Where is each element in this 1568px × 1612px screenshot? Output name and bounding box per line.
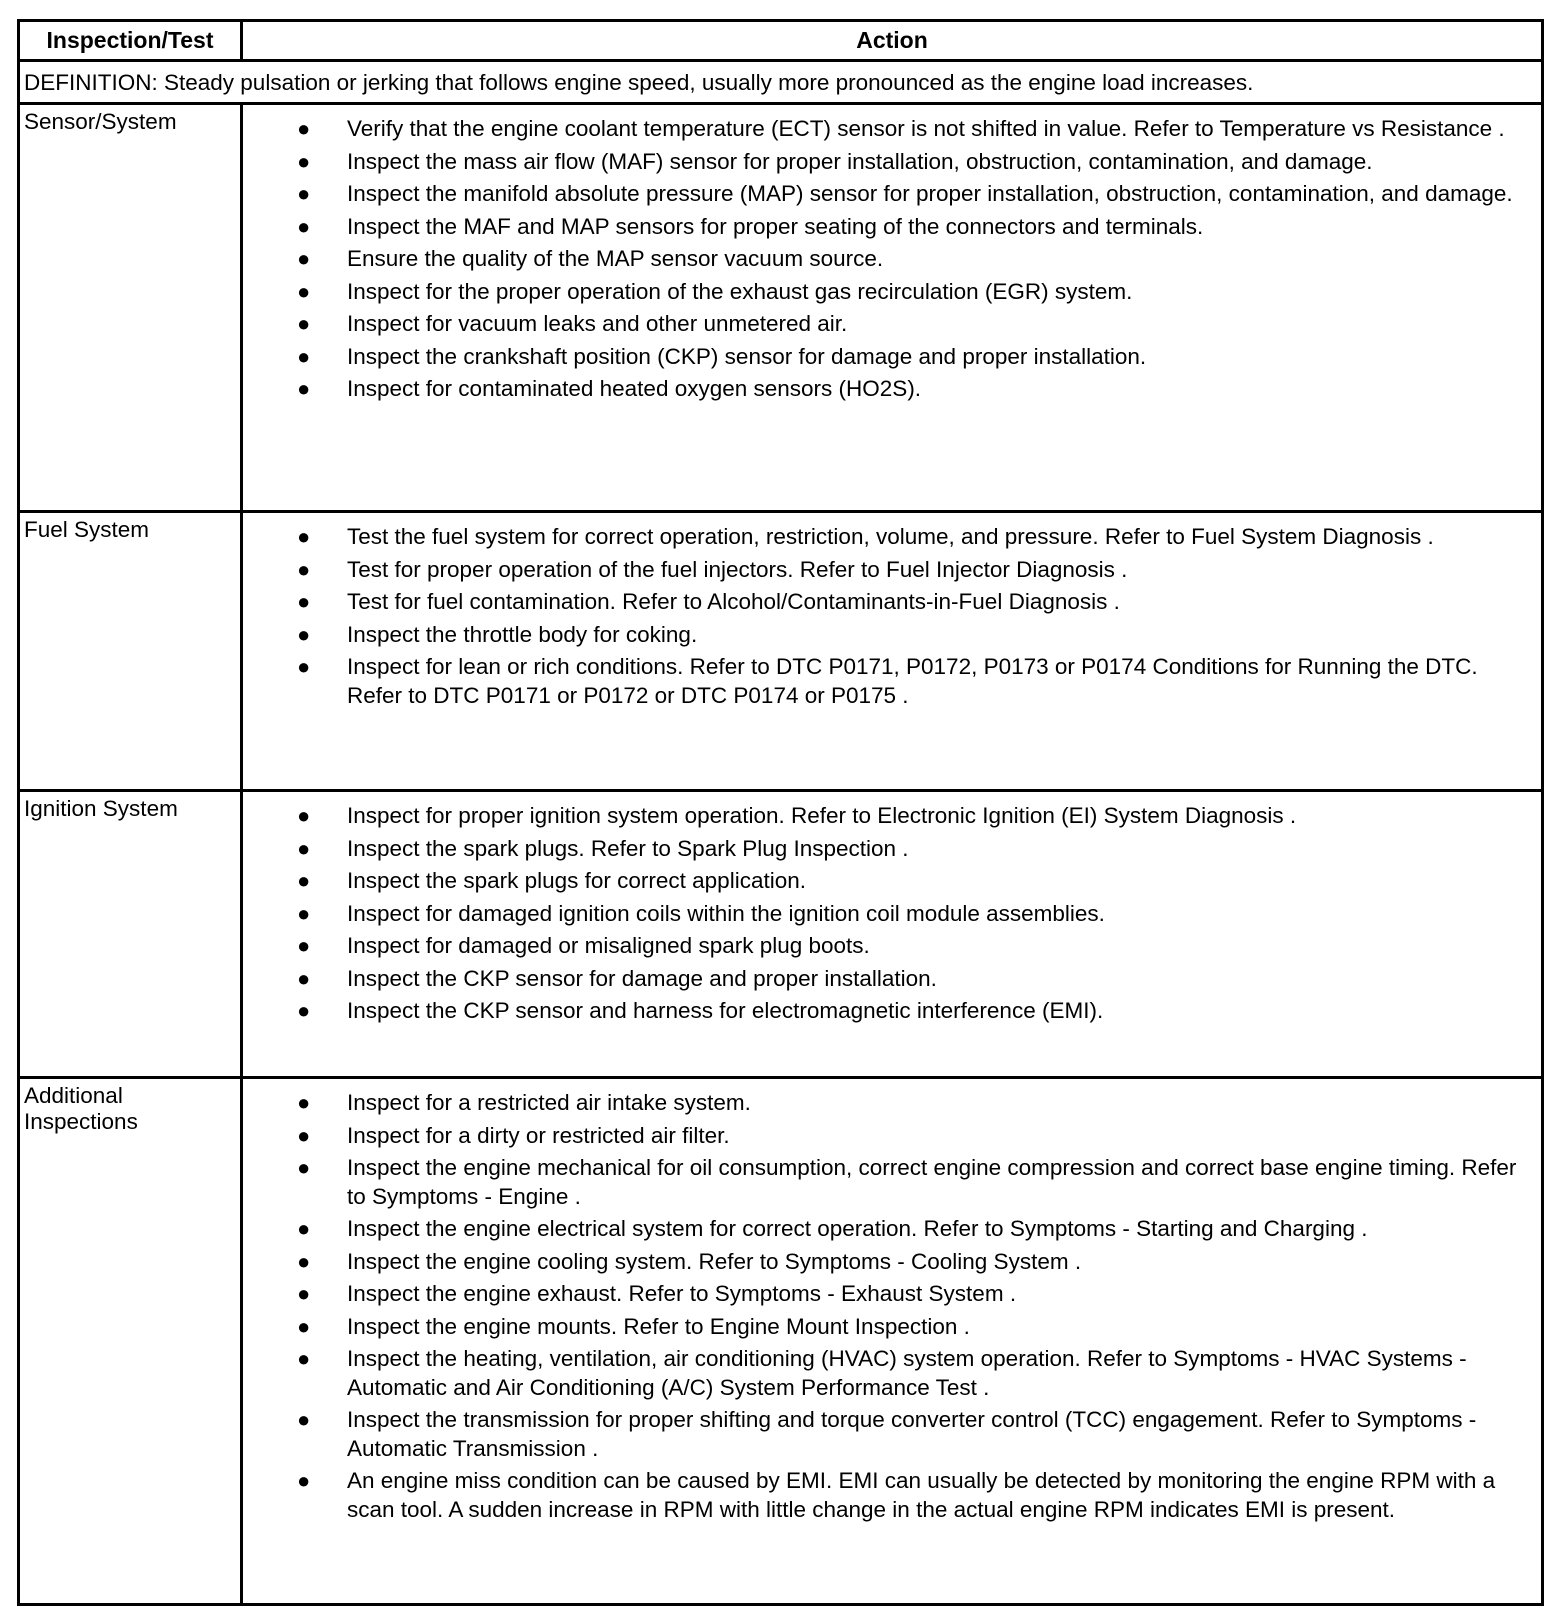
bullet-icon: ● [297,311,311,336]
bullet-icon: ● [297,1155,311,1180]
list-item-text: Inspect the manifold absolute pressure (MAP) sensor for proper installation, obstruction, contamination, and damage. [347,181,1513,206]
list-item-text: Inspect for a restricted air intake system. [347,1090,751,1115]
bullet-icon: ● [297,556,311,582]
list-item-text: Inspect for damaged or misaligned spark plug boots. [347,933,870,958]
list-item-text: Test for proper operation of the fuel injectors. Refer to Fuel Injector Diagnosis . [347,556,1128,582]
list-item [243,278,1519,307]
bullet-icon: ● [297,246,311,271]
list-item-text: Inspect the engine exhaust. Refer to Symptoms - Exhaust System . [347,1281,1017,1306]
list-item [243,835,1519,864]
action-list [243,1089,1519,1524]
list-item [243,1313,1519,1342]
bullet-icon: ● [297,900,311,926]
list-item-text: Inspect the engine mounts. Refer to Engine Mount Inspection . [347,1313,970,1339]
list-item-text: Inspect the CKP sensor for damage and proper installation. [347,965,937,991]
bullet-icon: ● [297,213,311,239]
bullet-icon: ● [297,1468,311,1493]
list-item-text: Inspect the engine mechanical for oil consumption, correct engine compression and correct base engine timing. Refer to Symptoms - Engine . [347,1155,1517,1209]
list-item [243,621,1519,650]
action-list [243,802,1519,1026]
list-item-text: Inspect the transmission for proper shifting and torque converter control (TCC) engagement. Refer to Symptoms - Automatic Transmission . [347,1407,1477,1461]
bullet-icon: ● [297,343,311,369]
list-item [243,245,1519,274]
list-item [243,310,1519,339]
row-label: Sensor/System [19,104,242,512]
action-list [243,115,1519,404]
bullet-icon: ● [297,1281,311,1306]
list-item-text: Inspect the engine cooling system. Refer to Symptoms - Cooling System . [347,1248,1082,1274]
list-item-text: Inspect the crankshaft position (CKP) sensor for damage and proper installation. [347,343,1147,369]
list-item-text: Inspect the spark plugs for correct application. [347,868,806,893]
list-item [243,965,1519,994]
list-item [243,1345,1519,1402]
list-item-text: Inspect for vacuum leaks and other unmetered air. [347,311,848,336]
list-item-text: Inspect the heating, ventilation, air conditioning (HVAC) system operation. Refer to Symptoms - HVAC Systems - Automatic and Air Conditioning (A/C) System Performance Test . [347,1346,1467,1400]
list-item-text: Inspect the CKP sensor and harness for electromagnetic interference (EMI). [347,998,1104,1023]
list-item [243,1406,1519,1463]
bullet-icon: ● [297,965,311,991]
bullet-icon: ● [297,1248,311,1274]
list-item-text: Test for fuel contamination. Refer to Alcohol/Contaminants-in-Fuel Diagnosis . [347,589,1120,614]
table-row-sensor-system [19,104,1543,512]
table-row-fuel-system [19,512,1543,791]
list-item-text: Inspect for lean or rich conditions. Refer to DTC P0171, P0172, P0173 or P0174 Conditions for Running the DTC. Refer to DTC P0171 or P0172 or DTC P0174 or P0175 . [347,654,1478,708]
list-item [243,1248,1519,1277]
row-actions [242,1078,1543,1605]
list-item [243,115,1519,144]
list-item [243,588,1519,617]
list-item-text: Inspect for proper ignition system operation. Refer to Electronic Ignition (EI) System Diagnosis . [347,803,1297,828]
bullet-icon: ● [297,1407,311,1432]
list-item [243,1122,1519,1151]
definition-text: DEFINITION: Steady pulsation or jerking that follows engine speed, usually more pronounced as the engine load increases. [19,61,1543,104]
list-item [243,1154,1519,1211]
list-item-text: Inspect for the proper operation of the exhaust gas recirculation (EGR) system. [347,278,1133,304]
list-item-text: Inspect for a dirty or restricted air filter. [347,1122,730,1148]
bullet-icon: ● [297,1313,311,1339]
row-actions [242,104,1543,512]
bullet-icon: ● [297,148,311,174]
list-item-text: Inspect the engine electrical system for correct operation. Refer to Symptoms - Starting and Charging . [347,1216,1368,1241]
bullet-icon: ● [297,181,311,206]
column-header-inspection: Inspection/Test [19,21,242,61]
definition-row [19,61,1543,104]
list-item [243,900,1519,929]
list-item-text: Inspect for contaminated heated oxygen sensors (HO2S). [347,376,922,401]
bullet-icon: ● [297,835,311,861]
diagnostic-table [17,19,1544,1606]
list-item [243,653,1519,710]
bullet-icon: ● [297,868,311,893]
bullet-icon: ● [297,998,311,1023]
row-label: Additional Inspections [19,1078,242,1605]
bullet-icon: ● [297,116,311,141]
list-item [243,213,1519,242]
bullet-icon: ● [297,1090,311,1115]
list-item [243,1280,1519,1309]
list-item [243,1089,1519,1118]
list-item-text: Verify that the engine coolant temperature (ECT) sensor is not shifted in value. Refer to Temperature vs Resistance . [347,116,1505,141]
list-item-text: Inspect the throttle body for coking. [347,621,698,647]
list-item-text: Inspect for damaged ignition coils within the ignition coil module assemblies. [347,900,1105,926]
row-actions [242,512,1543,791]
list-item-text: Inspect the spark plugs. Refer to Spark Plug Inspection . [347,835,909,861]
list-item [243,343,1519,372]
bullet-icon: ● [297,524,311,549]
list-item [243,867,1519,896]
list-item [243,1215,1519,1244]
header-row [19,21,1543,61]
row-actions [242,791,1543,1078]
row-label: Fuel System [19,512,242,791]
bullet-icon: ● [297,1122,311,1148]
column-header-action: Action [242,21,1543,61]
bullet-icon: ● [297,803,311,828]
bullet-icon: ● [297,621,311,647]
list-item-text: Ensure the quality of the MAP sensor vacuum source. [347,246,884,271]
bullet-icon: ● [297,654,311,679]
bullet-icon: ● [297,376,311,401]
table-row-ignition-system [19,791,1543,1078]
bullet-icon: ● [297,278,311,304]
list-item [243,556,1519,585]
table-row-additional-inspections [19,1078,1543,1605]
list-item [243,375,1519,404]
list-item [243,932,1519,961]
list-item [243,1467,1519,1524]
list-item-text: Inspect the mass air flow (MAF) sensor for proper installation, obstruction, contamination, and damage. [347,148,1373,174]
list-item-text: Inspect the MAF and MAP sensors for proper seating of the connectors and terminals. [347,213,1204,239]
bullet-icon: ● [297,589,311,614]
list-item [243,180,1519,209]
list-item-text: Test the fuel system for correct operation, restriction, volume, and pressure. Refer to Fuel System Diagnosis . [347,524,1434,549]
bullet-icon: ● [297,1346,311,1371]
list-item [243,802,1519,831]
bullet-icon: ● [297,1216,311,1241]
action-list [243,523,1519,710]
list-item-text: An engine miss condition can be caused by EMI. EMI can usually be detected by monitoring the engine RPM with a scan tool. A sudden increase in RPM with little change in the actual engine RPM indicates EMI is present. [347,1468,1496,1522]
list-item [243,997,1519,1026]
row-label: Ignition System [19,791,242,1078]
bullet-icon: ● [297,933,311,958]
list-item [243,148,1519,177]
list-item [243,523,1519,552]
